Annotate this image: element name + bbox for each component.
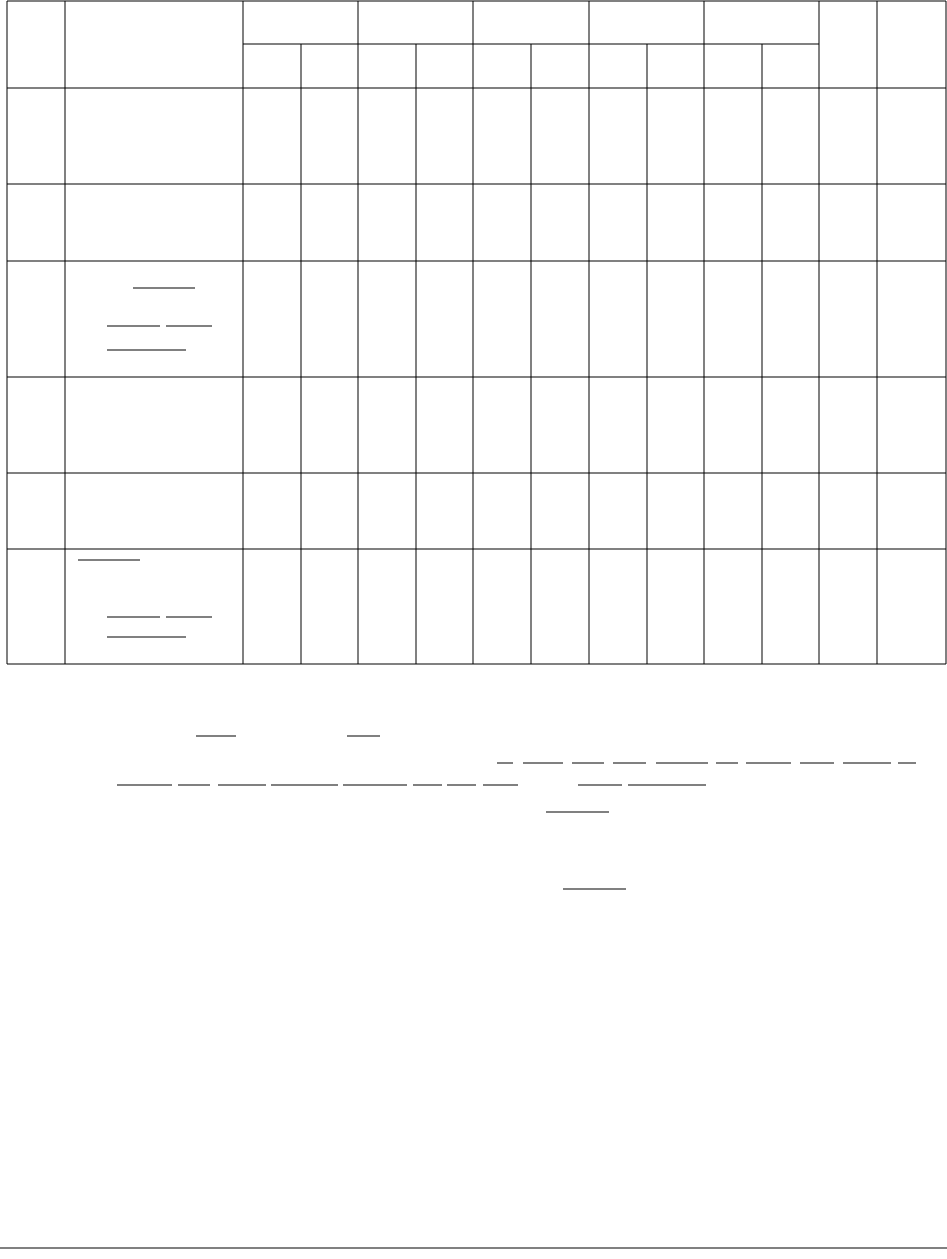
table-fraction-bars [78, 288, 212, 637]
data-table-grid [7, 1, 946, 664]
notes-section-overlines [117, 736, 916, 889]
